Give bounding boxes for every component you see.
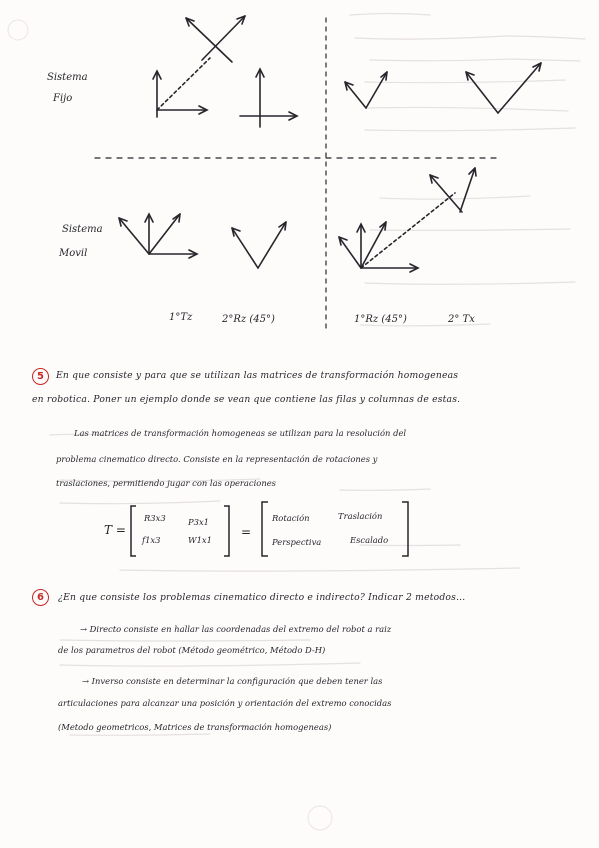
question-6-number: 6 — [32, 589, 49, 606]
matrix-left-r21: f1x3 — [142, 535, 161, 545]
answer-6-line2: de los parametros del robot (Método geométrico, Método D-H) — [58, 645, 326, 655]
question-5-text-line2: en robotica. Poner un ejemplo donde se vean que contiene las filas y columnas de estas. — [32, 394, 461, 405]
matrix-left-r22: W1x1 — [188, 535, 212, 545]
matrix-right-r21: Perspectiva — [272, 537, 322, 547]
answer-6-line5: (Metodo geometricos, Matrices de transformación homogeneas) — [58, 722, 332, 732]
label-step-tz: 1°Tz — [169, 312, 193, 323]
label-step-rz-left: 2°Rz (45°) — [222, 314, 275, 325]
matrix-right-r11: Rotación — [272, 513, 310, 523]
matrix-lhs: T = — [104, 523, 126, 537]
matrix-left-r11: R3x3 — [144, 513, 166, 523]
label-sistema-movil-line2: Movil — [59, 248, 88, 259]
label-sistema-fijo-line2: Fijo — [53, 93, 73, 104]
answer-5-line1: Las matrices de transformación homogeneas se utilizan para la resolución del — [74, 428, 407, 438]
label-step-tx: 2° Tx — [448, 314, 475, 325]
question-5-text-line1: En que consiste y para que se utilizan las matrices de transformación homogeneas — [56, 370, 459, 381]
matrix-right-r12: Traslación — [338, 511, 383, 521]
answer-6-line4: articulaciones para alcanzar una posición y orientación del extremo conocidas — [58, 698, 392, 708]
matrix-equals: = — [241, 525, 252, 539]
answer-5-line2: problema cinematico directo. Consiste en la representación de rotaciones y — [56, 454, 378, 464]
label-sistema-movil-line1: Sistema — [62, 224, 103, 235]
matrix-right-r22: Escalado — [350, 535, 389, 545]
matrix-left-r12: P3x1 — [188, 517, 210, 527]
answer-6-line1: → Directo consiste en hallar las coordenadas del extremo del robot a raiz — [80, 624, 392, 634]
answer-6-line3: → Inverso consiste en determinar la configuración que deben tener las — [82, 676, 383, 686]
question-5-number: 5 — [32, 368, 49, 385]
answer-5-line3: traslaciones, permitiendo jugar con las operaciones — [56, 478, 276, 488]
question-6-text: ¿En que consiste los problemas cinematico directo e indirecto? Indicar 2 metodos... — [58, 592, 466, 603]
label-sistema-fijo-line1: Sistema — [47, 72, 88, 83]
label-step-rz-right: 1°Rz (45°) — [354, 314, 407, 325]
